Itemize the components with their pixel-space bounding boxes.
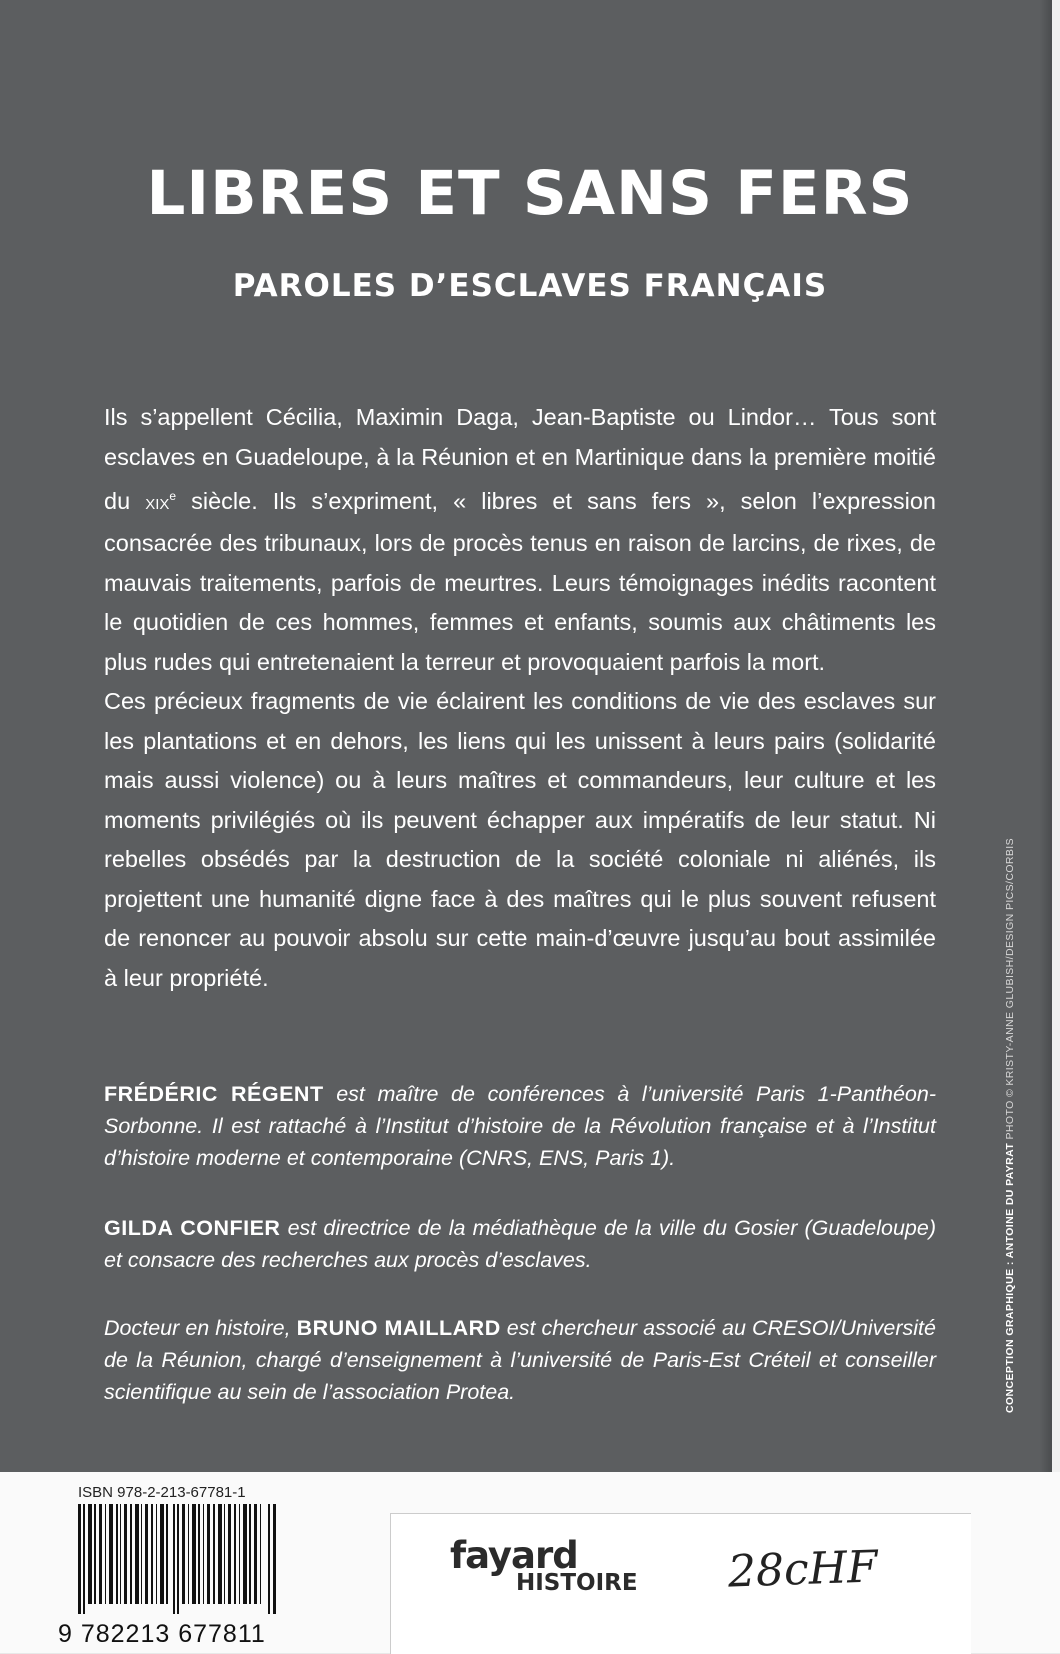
publisher-imprint: HISTOIRE bbox=[516, 1570, 638, 1596]
author-bio-maillard bbox=[104, 1312, 936, 1408]
book-subtitle: PAROLES D’ESCLAVES FRANÇAIS bbox=[232, 268, 828, 304]
century-superscript: e bbox=[169, 489, 177, 503]
book-title: LIBRES ET SANS FERS bbox=[146, 158, 914, 229]
author-name-maillard: BRUNO MAILLARD bbox=[296, 1316, 501, 1340]
book-description bbox=[104, 398, 936, 998]
isbn-label: ISBN 978-2-213-67781-1 bbox=[78, 1484, 246, 1501]
description-p1-end: siècle. Ils s’expriment, « libres et sans fers », selon l’expression consacrée des tribunaux, lors de procès tenus en raison de larcins, de rixes, de mauvais traitements, parfois de meurtres. Leurs témoignages inédits racontent le quotidien de ces hommes, femmes et enfants, soumis aux châtiments les plus rudes qui entretenaient la terreur et provoquaient parfois la mort. bbox=[104, 487, 936, 675]
description-paragraph-2: Ces précieux fragments de vie éclairent les conditions de vie des esclaves sur les plantations et en dehors, les liens qui les unissent à leurs pairs (solidarité mais aussi violence) ou à leurs maîtres et commandeurs, leur culture et les moments privilégiés où ils peuvent échapper aux impératifs de leur statut. Ni rebelles obsédés par la destruction de la société coloniale ni aliénés, ils projettent une humanité digne face à des maîtres qui le plus souvent refusent de renoncer au pouvoir absolu sur cette main-d’œuvre jusqu’au bout assimilée à leur propriété. bbox=[104, 688, 936, 991]
author-prefix-maillard: Docteur en histoire, bbox=[104, 1316, 297, 1340]
publisher-logo: fayard bbox=[450, 1534, 578, 1577]
author-bio-confier bbox=[104, 1212, 936, 1276]
author-bio-regent bbox=[104, 1078, 936, 1174]
century-numeral: XIX bbox=[145, 495, 170, 513]
author-bio-text-regent: est maître de conférences à l’université Paris 1-Panthéon-Sorbonne. Il est rattaché à l’Institut d’histoire de la Révolution française et à l’Institut d’histoire moderne et contemporaine (CNRS, ENS, Paris 1). bbox=[104, 1082, 936, 1170]
design-credit: CONCEPTION GRAPHIQUE : ANTOINE DU PAYRAT bbox=[1004, 1142, 1016, 1413]
description-p1-start: Ils s’appellent Cécilia, Maximin Daga, Jean-Baptiste ou Lindor… Tous sont esclaves en Guadeloupe, à la Réunion et en Martinique dans la première moitié du bbox=[104, 404, 936, 514]
author-bio-text-maillard: est chercheur associé au CRESOI/Université de la Réunion, chargé d’enseignement à l’université de Paris-Est Créteil et conseiller scientifique au sein de l’association Protea. bbox=[104, 1316, 936, 1404]
barcode-icon bbox=[78, 1504, 278, 1614]
description-paragraph-1 bbox=[104, 398, 936, 682]
author-name-regent: FRÉDÉRIC RÉGENT bbox=[104, 1082, 324, 1106]
author-name-confier: GILDA CONFIER bbox=[104, 1216, 281, 1240]
author-bio-text-confier: est directrice de la médiathèque de la ville du Gosier (Guadeloupe) et consacre des recherches aux procès d’esclaves. bbox=[104, 1216, 936, 1272]
handwritten-price: 28cHF bbox=[727, 1541, 879, 1598]
photo-credit: PHOTO © KRISTY-ANNE GLUBISH/DESIGN PICS/CORBIS bbox=[1004, 837, 1016, 1143]
vertical-credits bbox=[1004, 838, 1016, 1413]
barcode-digits: 9 782213 677811 bbox=[58, 1620, 266, 1648]
